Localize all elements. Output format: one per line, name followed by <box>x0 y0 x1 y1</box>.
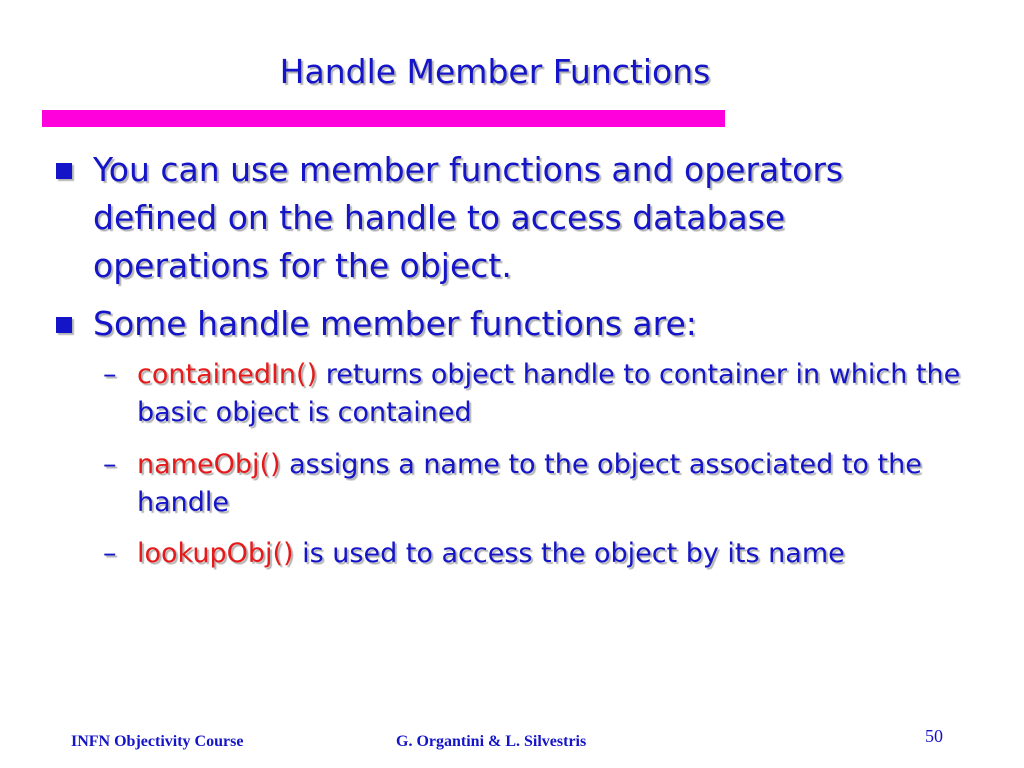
sub-bullet-text <box>137 535 963 573</box>
sub-bullet-text <box>137 446 963 522</box>
title-underline-bar <box>42 110 725 127</box>
sub-bullet-text <box>137 356 963 432</box>
dash-bullet-icon: – <box>103 359 117 390</box>
sub-bullet-item <box>103 356 963 432</box>
function-description: is used to access the object by its name <box>293 538 845 569</box>
function-name: lookupObj() <box>137 538 294 569</box>
bullet-text: Some handle member functions are: <box>93 304 697 343</box>
function-name: nameObj() <box>137 449 281 480</box>
footer-authors: G. Organtini & L. Silvestris <box>396 733 587 750</box>
dash-bullet-icon: – <box>103 538 117 569</box>
function-description: returns object handle to container in which the basic object is contained <box>137 359 961 428</box>
footer-course-name: INFN Objectivity Course <box>71 733 244 750</box>
bullet-item <box>56 146 956 290</box>
bullet-text: You can use member functions and operators defined on the handle to access database operations for the object. <box>93 150 844 285</box>
square-bullet-icon <box>56 163 72 179</box>
sub-bullet-item <box>103 446 963 522</box>
bullet-item <box>56 300 956 348</box>
square-bullet-icon <box>56 317 72 333</box>
sub-bullet-item <box>103 535 963 573</box>
slide-title: Handle Member Functions <box>279 52 711 91</box>
page-number: 50 <box>925 726 943 746</box>
function-description: assigns a name to the object associated to the handle <box>137 449 922 518</box>
function-name: containedIn() <box>137 359 318 390</box>
dash-bullet-icon: – <box>103 449 117 480</box>
